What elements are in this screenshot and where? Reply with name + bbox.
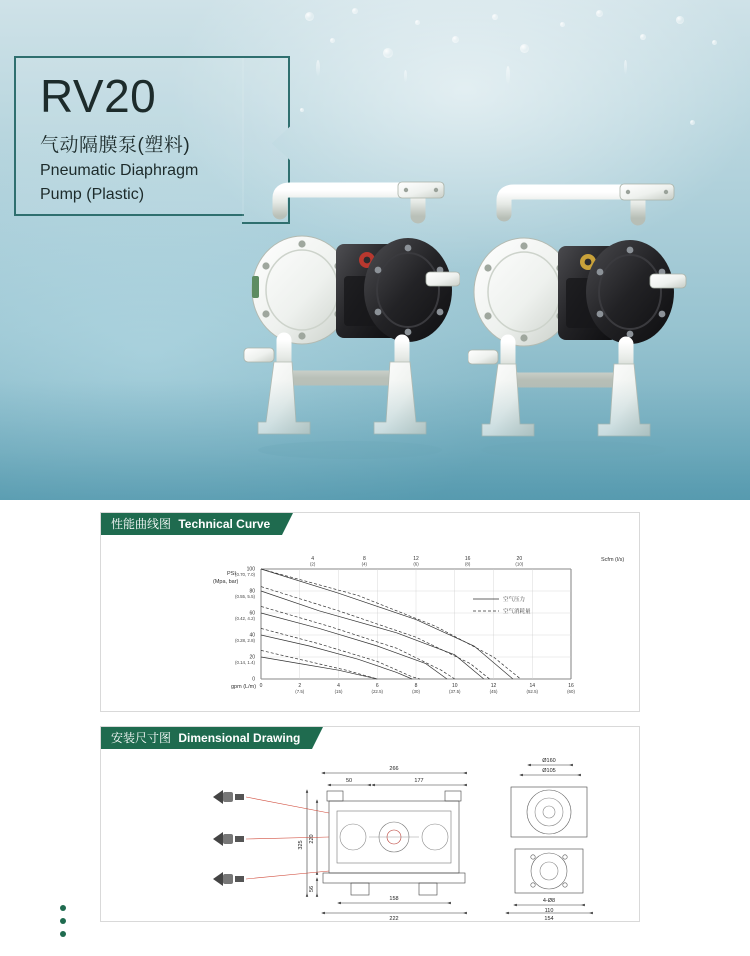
- page-decor-dots: [60, 905, 66, 944]
- svg-text:8: 8: [362, 556, 366, 562]
- svg-text:0: 0: [259, 683, 263, 689]
- svg-text:2: 2: [298, 683, 302, 689]
- dimensional-drawing-header: [101, 727, 312, 749]
- chart-series: [261, 657, 377, 679]
- water-droplet: [560, 22, 565, 27]
- water-droplet: [330, 38, 335, 43]
- water-droplet: [383, 48, 393, 58]
- air-inlet-icon: [213, 790, 329, 813]
- dimensional-drawing-image: [101, 753, 641, 921]
- svg-text:40: 40: [249, 632, 255, 639]
- water-droplet: [415, 20, 420, 25]
- dim-label-4d8: 4-Ø8: [542, 898, 556, 904]
- dim-label-56: 56: [309, 885, 315, 893]
- svg-text:60: 60: [249, 610, 255, 617]
- svg-text:0: 0: [252, 676, 255, 683]
- x-axis-title: gpm (L/m): [231, 684, 257, 690]
- water-droplet: [596, 10, 603, 17]
- svg-text:(60): (60): [567, 689, 575, 694]
- water-droplet: [352, 8, 358, 14]
- decor-dot: [60, 905, 66, 911]
- dimensional-drawing-title-en: Dimensional Drawing: [178, 731, 301, 745]
- hero-gradient-overlay: [0, 380, 750, 500]
- dim-label-50: 50: [345, 778, 353, 784]
- svg-text:(0.14, 1.4): (0.14, 1.4): [234, 660, 255, 666]
- water-droplet: [520, 44, 529, 53]
- technical-curve-title-cn: 性能曲线图: [111, 517, 172, 531]
- svg-text:4: 4: [337, 683, 340, 689]
- svg-text:(0.55, 5.5): (0.55, 5.5): [234, 594, 255, 600]
- svg-text:14: 14: [529, 683, 536, 689]
- svg-text:80: 80: [249, 588, 255, 595]
- water-droplet: [305, 12, 314, 21]
- dimensional-drawing-panel: [100, 726, 640, 922]
- water-streak: [316, 60, 320, 76]
- svg-text:(37.5): (37.5): [449, 689, 461, 694]
- technical-curve-header: [101, 513, 282, 535]
- water-droplet: [690, 120, 695, 125]
- svg-text:(2): (2): [309, 561, 316, 567]
- svg-text:(0.28, 2.8): (0.28, 2.8): [234, 638, 255, 644]
- water-streak: [624, 60, 627, 74]
- product-subtitle-en-line1: Pneumatic Diaphragm: [40, 162, 199, 179]
- technical-curve-title-en: Technical Curve: [178, 517, 271, 531]
- svg-text:6: 6: [375, 683, 379, 689]
- water-streak: [506, 66, 510, 84]
- legend-item-pressure: 空气压力: [503, 597, 526, 603]
- dimensional-drawing-title-cn: 安装尺寸图: [111, 731, 172, 745]
- svg-text:100: 100: [246, 566, 255, 573]
- svg-text:(4): (4): [361, 561, 368, 567]
- water-droplet: [640, 34, 646, 40]
- product-subtitle-cn: 气动隔膜泵(塑料): [40, 135, 191, 156]
- svg-text:16: 16: [464, 556, 471, 562]
- svg-text:(22.5): (22.5): [371, 689, 383, 694]
- water-droplet: [300, 108, 304, 112]
- svg-text:12: 12: [413, 556, 419, 562]
- svg-text:(7.5): (7.5): [295, 689, 305, 694]
- dim-label-222: 222: [389, 916, 399, 921]
- dim-label-325: 325: [298, 840, 304, 850]
- water-droplet: [492, 14, 498, 20]
- svg-text:12: 12: [490, 683, 497, 689]
- decor-dot: [60, 931, 66, 937]
- water-streak: [404, 70, 407, 82]
- svg-text:20: 20: [249, 654, 255, 661]
- product-subtitle-en-line2: Pump (Plastic): [40, 186, 145, 203]
- svg-text:(10): (10): [515, 561, 524, 567]
- dim-label-110: 110: [544, 908, 554, 914]
- technical-curve-chart: [101, 539, 641, 711]
- svg-text:(45): (45): [489, 689, 498, 694]
- svg-text:20: 20: [516, 556, 523, 562]
- svg-text:10: 10: [451, 683, 458, 689]
- svg-text:(6): (6): [413, 561, 419, 567]
- dim-label-266: 266: [389, 766, 399, 772]
- legend-item-consumption: 空气消耗量: [503, 609, 531, 615]
- dim-label-177: 177: [414, 778, 424, 784]
- chart-series: [261, 569, 513, 679]
- dim-label-154: 154: [544, 916, 554, 921]
- technical-curve-panel: [100, 512, 640, 712]
- chart-series: [261, 613, 447, 679]
- svg-text:4: 4: [311, 556, 315, 562]
- svg-text:(30): (30): [412, 689, 420, 694]
- svg-text:(52.5): (52.5): [526, 689, 538, 694]
- water-droplet: [676, 16, 684, 24]
- water-droplet: [452, 36, 459, 43]
- dim-label-158: 158: [389, 896, 399, 902]
- svg-text:8: 8: [414, 683, 418, 689]
- page-bottom-strip: [0, 952, 750, 956]
- svg-text:(8): (8): [464, 561, 471, 567]
- dim-label-d160: Ø160: [542, 758, 556, 764]
- svg-text:16: 16: [568, 683, 574, 689]
- chart-series: [261, 628, 420, 679]
- svg-text:(0.70, 7.0): (0.70, 7.0): [234, 572, 255, 578]
- top-axis-title: Scfm (l/s): [601, 557, 625, 563]
- svg-text:(0.42, 4.2): (0.42, 4.2): [234, 616, 255, 622]
- dim-label-220: 220: [309, 834, 315, 844]
- dim-label-d105: Ø105: [542, 768, 556, 774]
- y-axis-title-line1: PSI: [227, 571, 236, 577]
- water-droplet: [712, 40, 717, 45]
- y-axis-title-line2: (Mpa, bar): [213, 579, 239, 585]
- decor-dot: [60, 918, 66, 924]
- svg-text:(15): (15): [334, 689, 343, 694]
- page-title: RV20: [40, 70, 157, 122]
- product-title-plaque: [14, 56, 244, 216]
- liquid-inlet-icon: [213, 871, 329, 886]
